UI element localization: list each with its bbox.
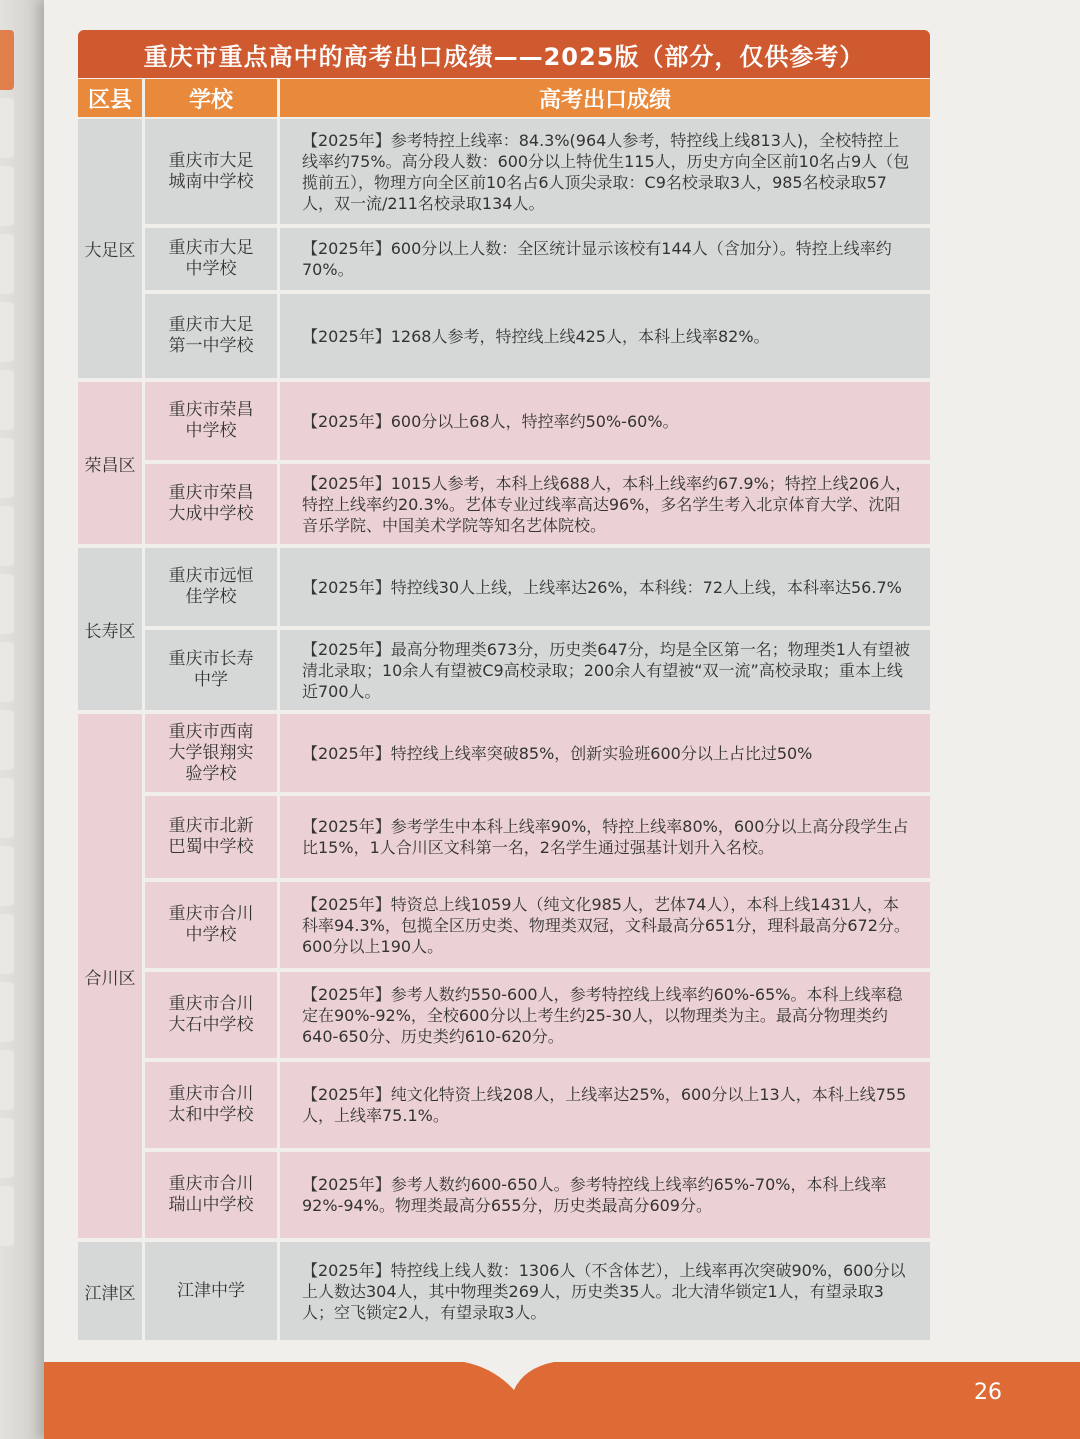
result-cell: 【2025年】特控线30人上线，上线率达26%，本科线：72人上线，本科率达56.7% <box>280 548 930 626</box>
result-cell: 【2025年】参考特控上线率：84.3%(964人参考，特控线上线813人)，全校特控上线率约75%。高分段人数：600分以上特优生115人，历史方向全区前10名占9人（包揽前五），物理方向全区前10名占6人顶尖录取：C9名校录取3人，985名校录取57人，双一流/211名校录取134人。 <box>280 119 930 224</box>
result-cell: 【2025年】特控线上线人数：1306人（不含体艺），上线率再次突破90%，600分以上人数达304人，其中物理类269人，历史类35人。北大清华锁定1人，有望录取3人；空飞锁定2人，有望录取3人。 <box>280 1242 930 1340</box>
page-number: 26 <box>974 1380 1002 1405</box>
table-row <box>145 1062 930 1148</box>
school-cell: 重庆市合川大石中学校 <box>145 972 277 1058</box>
school-cell: 重庆市合川太和中学校 <box>145 1062 277 1148</box>
page-title: 重庆市重点高中的高考出口成绩——2025版（部分，仅供参考） <box>78 30 930 78</box>
table-row <box>145 882 930 968</box>
result-cell: 【2025年】特控线上线率突破85%，创新实验班600分以上占比过50% <box>280 714 930 792</box>
result-cell: 【2025年】参考学生中本科上线率90%，特控上线率80%，600分以上高分段学生占比15%，1人合川区文科第一名，2名学生通过强基计划升入名校。 <box>280 796 930 878</box>
previous-page-tabs <box>0 30 14 1254</box>
district-group-hechuan <box>78 714 930 1238</box>
table-row <box>145 294 930 378</box>
school-cell: 重庆市西南大学银翔实验学校 <box>145 714 277 792</box>
school-cell: 重庆市荣昌大成中学校 <box>145 464 277 544</box>
previous-page-edge <box>0 0 44 1439</box>
results-table <box>78 119 930 1344</box>
table-row <box>145 228 930 290</box>
district-group-changshou <box>78 548 930 710</box>
district-cell: 合川区 <box>78 714 142 1238</box>
school-cell: 重庆市远恒佳学校 <box>145 548 277 626</box>
header-result: 高考出口成绩 <box>280 79 930 117</box>
school-cell: 江津中学 <box>145 1242 277 1340</box>
header-district: 区县 <box>78 79 142 117</box>
district-cell: 荣昌区 <box>78 382 142 544</box>
school-cell: 重庆市荣昌中学校 <box>145 382 277 460</box>
school-cell: 重庆市合川中学校 <box>145 882 277 968</box>
table-row <box>145 1152 930 1238</box>
table-row <box>145 119 930 224</box>
district-group-dazu <box>78 119 930 378</box>
school-cell: 重庆市大足第一中学校 <box>145 294 277 378</box>
table-row <box>145 548 930 626</box>
result-cell: 【2025年】纯文化特资上线208人，上线率达25%，600分以上13人，本科上线755人，上线率75.1%。 <box>280 1062 930 1148</box>
result-cell: 【2025年】参考人数约550-600人，参考特控线上线率约60%-65%。本科上线率稳定在90%-92%，全校600分以上考生约25-30人，以物理类为主。最高分物理类约640-650分、历史类约610-620分。 <box>280 972 930 1058</box>
result-cell: 【2025年】1268人参考，特控线上线425人，本科上线率82%。 <box>280 294 930 378</box>
district-cell: 江津区 <box>78 1242 142 1340</box>
result-cell: 【2025年】参考人数约600-650人。参考特控线上线率约65%-70%，本科上线率92%-94%。物理类最高分655分，历史类最高分609分。 <box>280 1152 930 1238</box>
school-cell: 重庆市长寿中学 <box>145 630 277 710</box>
table-header <box>78 79 930 117</box>
table-row <box>145 630 930 710</box>
table-row <box>145 464 930 544</box>
footer-notch-shape <box>44 1362 1080 1392</box>
result-cell: 【2025年】最高分物理类673分，历史类647分，均是全区第一名；物理类1人有望被清北录取；10余人有望被C9高校录取；200余人有望被“双一流”高校录取；重本上线近700人。 <box>280 630 930 710</box>
result-cell: 【2025年】1015人参考，本科上线688人，本科上线率约67.9%；特控上线206人，特控上线率约20.3%。艺体专业过线率高达96%，多名学生考入北京体育大学、沈阳音乐学院、中国美术学院等知名艺体院校。 <box>280 464 930 544</box>
school-cell: 重庆市大足中学校 <box>145 228 277 290</box>
result-cell: 【2025年】600分以上68人，特控率约50%-60%。 <box>280 382 930 460</box>
table-row <box>145 972 930 1058</box>
table-row <box>145 382 930 460</box>
school-cell: 重庆市合川瑞山中学校 <box>145 1152 277 1238</box>
result-cell: 【2025年】特资总上线1059人（纯文化985人，艺体74人），本科上线1431人，本科率94.3%，包揽全区历史类、物理类双冠，文科最高分651分，理科最高分672分。600分以上190人。 <box>280 882 930 968</box>
table-row <box>145 714 930 792</box>
table-row <box>145 796 930 878</box>
district-group-rongchang <box>78 382 930 544</box>
header-school: 学校 <box>145 79 277 117</box>
result-cell: 【2025年】600分以上人数：全区统计显示该校有144人（含加分）。特控上线率约70%。 <box>280 228 930 290</box>
district-cell: 长寿区 <box>78 548 142 710</box>
footer-band <box>44 1362 1080 1439</box>
district-group-jiangjin <box>78 1242 930 1340</box>
district-cell: 大足区 <box>78 119 142 378</box>
table-row <box>145 1242 930 1340</box>
school-cell: 重庆市大足城南中学校 <box>145 119 277 224</box>
school-cell: 重庆市北新巴蜀中学校 <box>145 796 277 878</box>
